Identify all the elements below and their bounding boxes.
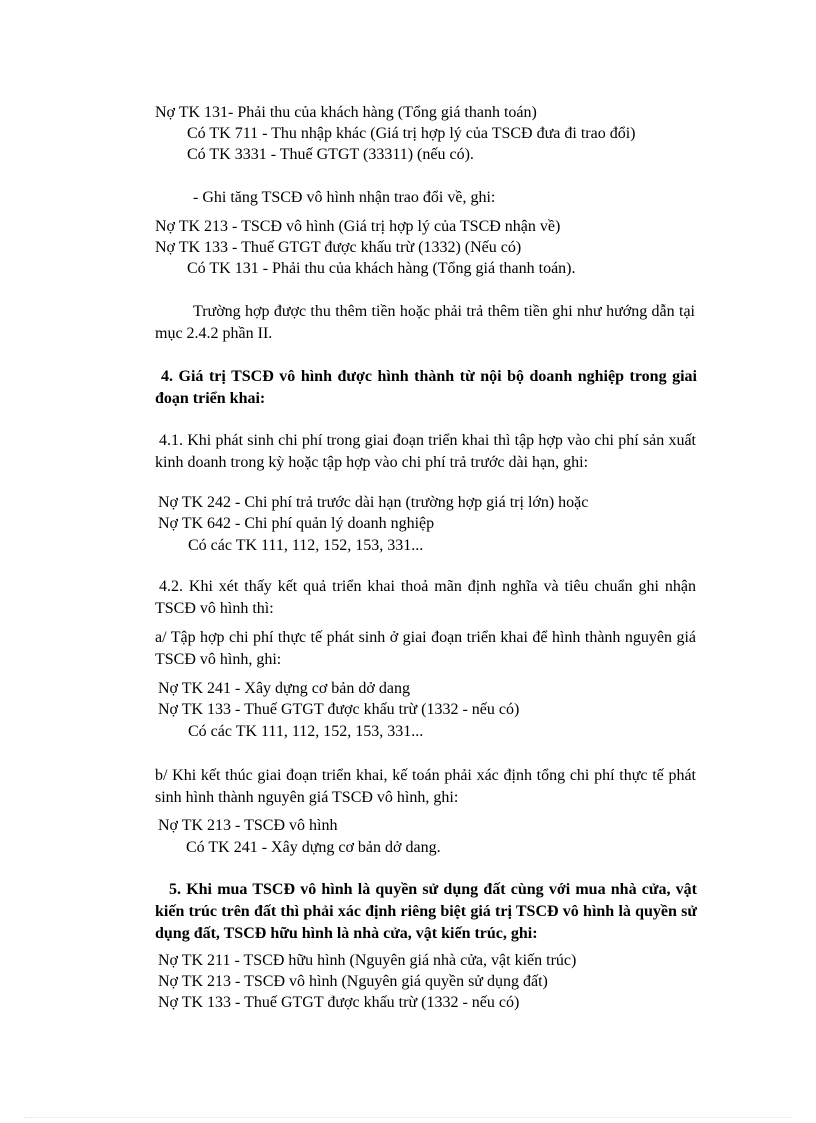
entry-credit-cash-accounts-2: Có các TK 111, 112, 152, 153, 331... bbox=[188, 723, 424, 740]
entry-debit-242: Nợ TK 242 - Chi phí trả trước dài hạn (trường hợp giá trị lớn) hoặc bbox=[158, 494, 589, 511]
entry-debit-133-b: Nợ TK 133 - Thuế GTGT được khấu trừ (1332 - nếu có) bbox=[158, 701, 520, 718]
entry-debit-131: Nợ TK 131- Phải thu của khách hàng (Tổng giá thanh toán) bbox=[155, 104, 537, 121]
paragraph-4-1: 4.1. Khi phát sinh chi phí trong giai đoạn triển khai thì tập hợp vào chi phí sản xuất kinh doanh trong kỳ hoặc tập hợp vào chi phí trả trước dài hạn, ghi: bbox=[155, 432, 696, 471]
entry-debit-133: Nợ TK 133 - Thuế GTGT được khấu trừ (1332) (Nếu có) bbox=[155, 239, 522, 256]
entry-debit-642: Nợ TK 642 - Chi phí quản lý doanh nghiệp bbox=[158, 515, 435, 532]
entry-debit-213: Nợ TK 213 - TSCĐ vô hình (Giá trị hợp lý của TSCĐ nhận về) bbox=[155, 218, 561, 235]
note-record-increase: - Ghi tăng TSCĐ vô hình nhận trao đổi về, ghi: bbox=[193, 189, 496, 206]
paragraph-4-2-b: b/ Khi kết thúc giai đoạn triển khai, kế toán phải xác định tổng chi phí thực tế phát sinh hình thành nguyên giá TSCĐ vô hình, ghi: bbox=[155, 767, 696, 806]
entry-credit-cash-accounts-1: Có các TK 111, 112, 152, 153, 331... bbox=[188, 537, 424, 554]
paragraph-additional-payment: Trường hợp được thu thêm tiền hoặc phải trả thêm tiền ghi như hướng dẫn tại mục 2.4.2 phần II. bbox=[155, 303, 695, 342]
entry-debit-133-c: Nợ TK 133 - Thuế GTGT được khấu trừ (1332 - nếu có) bbox=[158, 994, 520, 1011]
entry-credit-711: Có TK 711 - Thu nhập khác (Giá trị hợp lý của TSCĐ đưa đi trao đổi) bbox=[187, 125, 636, 142]
page-bottom-divider bbox=[24, 1117, 792, 1118]
entry-debit-213-c: Nợ TK 213 - TSCĐ vô hình (Nguyên giá quyền sử dụng đất) bbox=[158, 973, 548, 990]
entry-credit-3331: Có TK 3331 - Thuế GTGT (33311) (nếu có). bbox=[187, 146, 474, 163]
heading-section-5: 5. Khi mua TSCĐ vô hình là quyền sử dụng đất cùng với mua nhà cửa, vật kiến trúc trên đất thì phải xác định riêng biệt giá trị TSCĐ vô hình là quyền sử dụng đất, TSCĐ hữu hình là nhà cửa, vật kiến trúc, ghi: bbox=[155, 881, 697, 942]
entry-credit-241: Có TK 241 - Xây dựng cơ bản dở dang. bbox=[186, 839, 441, 856]
paragraph-4-2-a: a/ Tập hợp chi phí thực tế phát sinh ở giai đoạn triển khai để hình thành nguyên giá TSCĐ vô hình, ghi: bbox=[155, 629, 696, 668]
heading-section-4: 4. Giá trị TSCĐ vô hình được hình thành từ nội bộ doanh nghiệp trong giai đoạn triển khai: bbox=[155, 368, 697, 407]
entry-credit-131: Có TK 131 - Phải thu của khách hàng (Tổng giá thanh toán). bbox=[187, 260, 576, 277]
paragraph-4-2: 4.2. Khi xét thấy kết quả triển khai thoả mãn định nghĩa và tiêu chuẩn ghi nhận TSCĐ vô hình thì: bbox=[155, 578, 696, 617]
entry-debit-213-b: Nợ TK 213 - TSCĐ vô hình bbox=[158, 817, 338, 834]
entry-debit-241: Nợ TK 241 - Xây dựng cơ bản dở dang bbox=[158, 680, 410, 697]
entry-debit-211: Nợ TK 211 - TSCĐ hữu hình (Nguyên giá nhà cửa, vật kiến trúc) bbox=[158, 952, 577, 969]
